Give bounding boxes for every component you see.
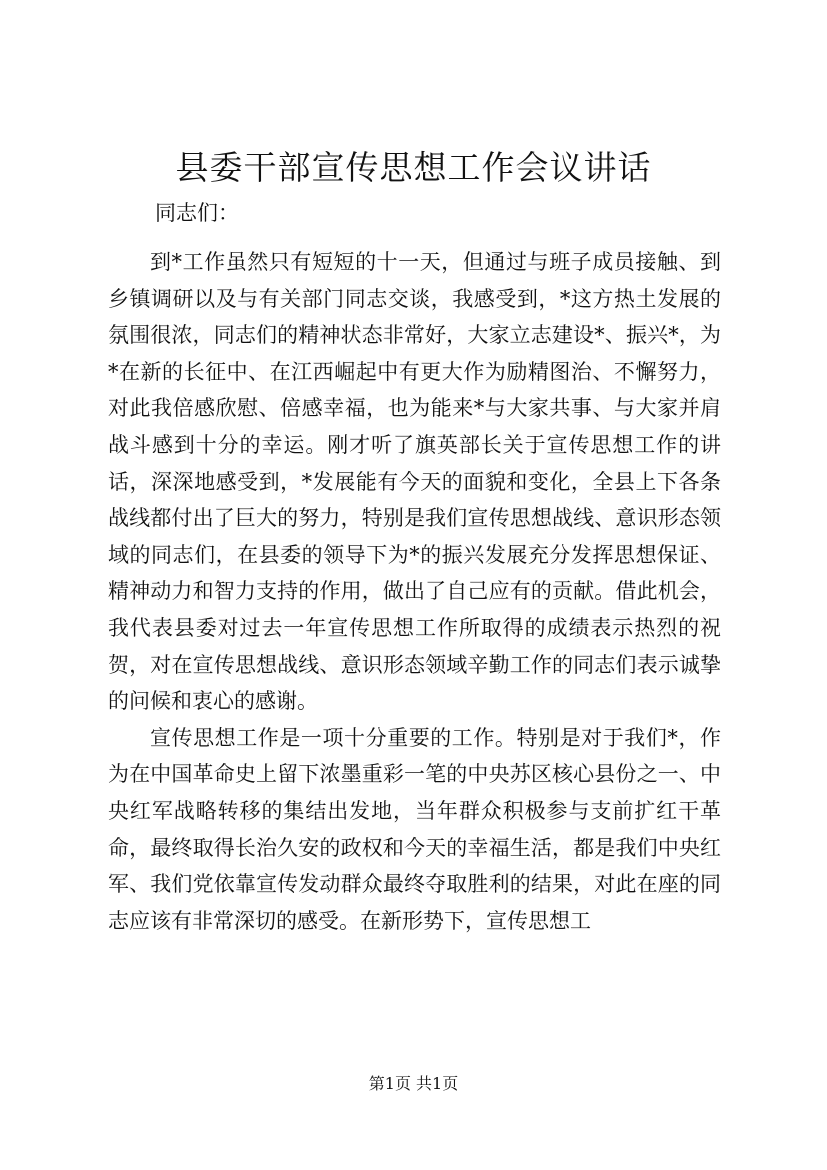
document-title: 县委干部宣传思想工作会议讲话	[175, 148, 652, 187]
salutation: 同志们：	[155, 201, 239, 225]
paragraph-1: 到*工作虽然只有短短的十一天，但通过与班子成员接触、到乡镇调研以及与有关部门同志交谈，我感受到，*这方热土发展的氛围很浓，同志们的精神状态非常好，大家立志建设*、振兴*，为*在新的长征中、在江西崛起中有更大作为励精图治、不懈努力，对此我倍感欣慰、倍感幸福，也为能来*与大家共事、与大家并肩战斗感到十分的幸运。刚才听了旗英部长关于宣传思想工作的讲话，深深地感受到，*发展能有今天的面貌和变化，全县上下各条战线都付出了巨大的努力，特别是我们宣传思想战线、意识形态领域的同志们，在县委的领导下为*的振兴发展充分发挥思想保证、精神动力和智力支持的作用，做出了自己应有的贡献。借此机会，我代表县委对过去一年宣传思想工作所取得的成绩表示热烈的祝贺，对在宣传思想战线、意识形态领域辛勤工作的同志们表示诚挚的问候和衷心的感谢。	[108, 250, 721, 714]
paragraph-2: 宣传思想工作是一项十分重要的工作。特别是对于我们*，作为在中国革命史上留下浓墨重彩一笔的中央苏区核心县份之一、中央红军战略转移的集结出发地，当年群众积极参与支前扩红干革命，最终取得长治久安的政权和今天的幸福生活，都是我们中央红军、我们党依靠宣传发动群众最终夺取胜利的结果，对此在座的同志应该有非常深切的感受。在新形势下，宣传思想工	[108, 725, 721, 933]
page-number-footer: 第1页 共1页	[368, 1074, 459, 1093]
document-body	[108, 244, 721, 939]
